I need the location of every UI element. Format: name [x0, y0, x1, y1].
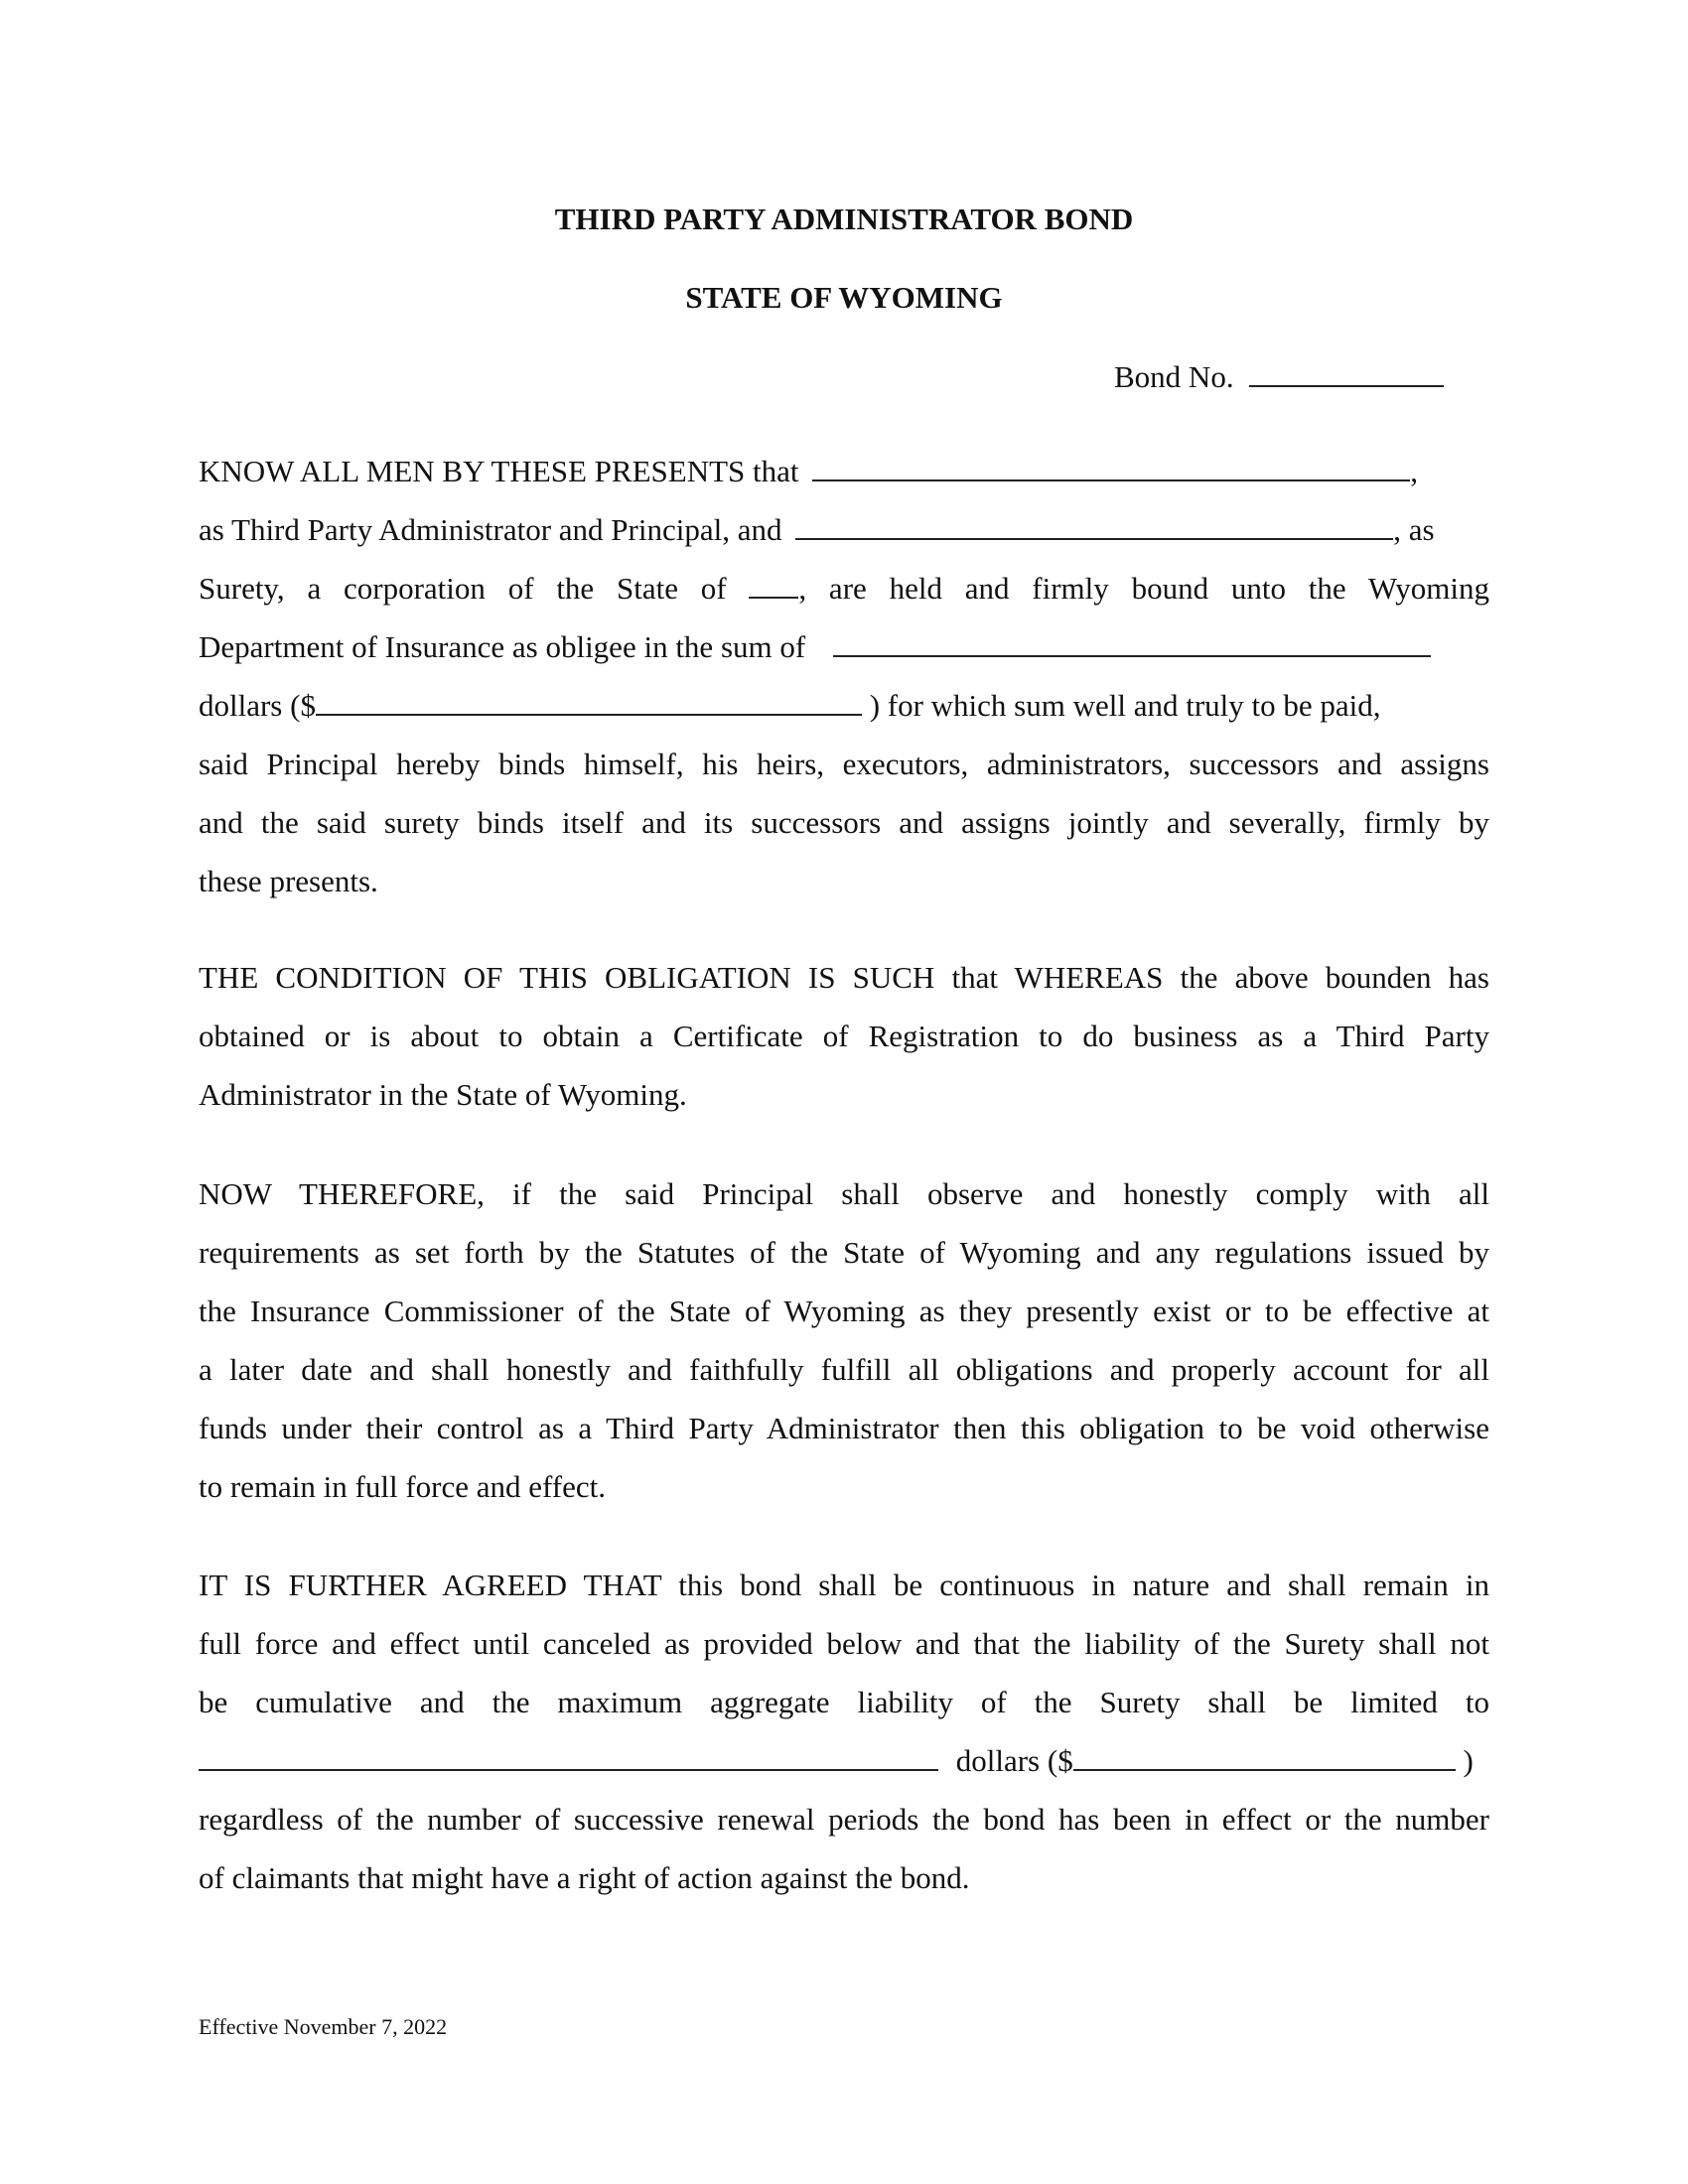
p2-line-3: Administrator in the State of Wyoming.	[199, 1077, 687, 1112]
p1-line-2-text: as Third Party Administrator and Principal, and	[199, 512, 782, 547]
p1-line-5-dollar-sign: $	[300, 688, 316, 723]
p4-line-3: be cumulative and the maximum aggregate liability of the Surety shall be limited to	[199, 1685, 1489, 1719]
p1-line-1-comma: ,	[1410, 454, 1419, 488]
p1-line-2-end: , as	[1393, 512, 1435, 547]
liability-limit-words-blank[interactable]	[199, 1742, 938, 1771]
bond-number-field	[1114, 358, 1444, 395]
p1-line-5	[199, 686, 1489, 726]
p4-line-4	[199, 1741, 1489, 1781]
p1-line-5-end: ) for which sum well and truly to be paid,	[869, 688, 1381, 723]
p1-line-5-dollars: dollars (	[199, 688, 301, 723]
p1-line-1	[199, 452, 1489, 491]
principal-name-blank[interactable]	[812, 453, 1410, 481]
p3-line-6: to remain in full force and effect.	[199, 1469, 606, 1504]
effective-date-footer: Effective November 7, 2022	[199, 2014, 448, 2039]
p4-line-5: regardless of the number of successive renewal periods the bond has been in effect or the number	[199, 1802, 1489, 1837]
document-subtitle: STATE OF WYOMING	[685, 280, 1003, 315]
p1-line-6: said Principal hereby binds himself, his heirs, executors, administrators, successors and assigns	[199, 747, 1489, 781]
liability-limit-figures-blank[interactable]	[1073, 1742, 1456, 1771]
p4-line-6: of claimants that might have a right of action against the bond.	[199, 1860, 970, 1895]
p4-line-1: IT IS FURTHER AGREED THAT this bond shall be continuous in nature and shall remain in	[199, 1568, 1489, 1602]
p1-line-7: and the said surety binds itself and its successors and assigns jointly and severally, firmly by	[199, 805, 1489, 840]
p1-line-8: these presents.	[199, 864, 378, 898]
p1-line-4	[199, 627, 1489, 667]
p3-line-2: requirements as set forth by the Statutes of the State of Wyoming and any regulations issued by	[199, 1235, 1489, 1270]
p1-line-4-text: Department of Insurance as obligee in the sum of	[199, 629, 806, 664]
p1-line-3-text: Surety, a corporation of the State of	[199, 571, 727, 606]
bond-sum-figures-blank[interactable]	[316, 687, 862, 716]
p3-line-1: NOW THEREFORE, if the said Principal shall observe and honestly comply with all	[199, 1176, 1489, 1211]
p2-line-2: obtained or is about to obtain a Certificate of Registration to do business as a Third Party	[199, 1019, 1489, 1053]
p3-line-5: funds under their control as a Third Party Administrator then this obligation to be void otherwise	[199, 1411, 1489, 1445]
bond-number-blank[interactable]	[1249, 358, 1444, 387]
p4-line-2: full force and effect until canceled as provided below and that the liability of the Surety shall not	[199, 1626, 1489, 1661]
bond-sum-words-blank[interactable]	[833, 628, 1431, 657]
bond-number-label: Bond No.	[1114, 359, 1234, 394]
p1-line-3	[199, 569, 1489, 609]
p1-line-3-end: , are held and firmly bound unto the Wyoming	[798, 571, 1489, 606]
p3-line-3: the Insurance Commissioner of the State of Wyoming as they presently exist or to be effective at	[199, 1294, 1489, 1328]
surety-name-blank[interactable]	[795, 511, 1393, 540]
p4-line-4-dollars: dollars (	[955, 1743, 1058, 1778]
surety-state-blank[interactable]	[749, 570, 798, 599]
p4-line-4-dollar-sign: $	[1057, 1743, 1073, 1778]
p4-line-4-end: )	[1463, 1743, 1474, 1778]
p2-line-1: THE CONDITION OF THIS OBLIGATION IS SUCH that WHEREAS the above bounden has	[199, 960, 1489, 995]
p3-line-4: a later date and shall honestly and faithfully fulfill all obligations and properly account for all	[199, 1352, 1489, 1387]
p1-line-2	[199, 510, 1489, 550]
p1-line-1-text: KNOW ALL MEN BY THESE PRESENTS that	[199, 454, 799, 488]
document-title: THIRD PARTY ADMINISTRATOR BOND	[554, 202, 1134, 236]
